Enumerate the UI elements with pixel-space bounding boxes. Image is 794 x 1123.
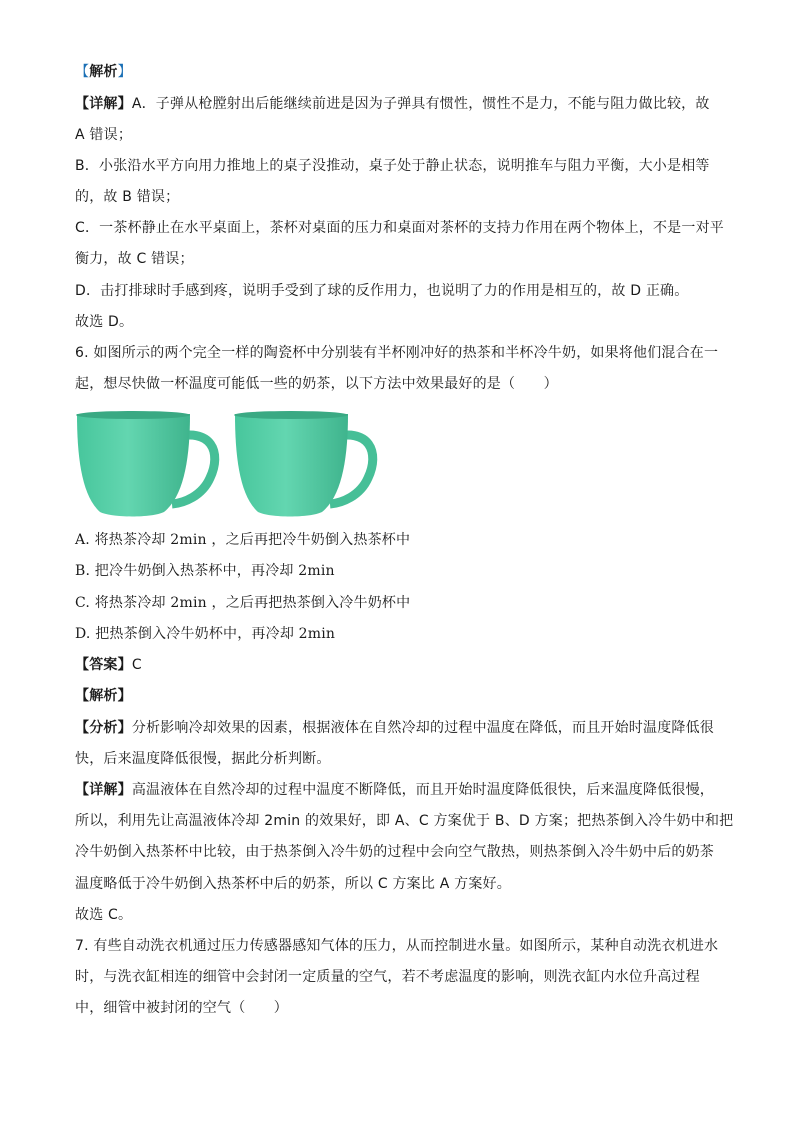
detail-line-5: C．一茶杯静止在水平桌面上，茶杯对桌面的压力和桌面对茶杯的支持力作用在两个物体上，不是一对平 bbox=[75, 220, 724, 236]
q6-analysis-heading: 【解析】 bbox=[75, 688, 132, 704]
q6-detail-line-3: 冷牛奶倒入热茶杯中比较，由于热茶倒入冷牛奶的过程中会向空气散热，则热茶倒入冷牛奶中后的奶茶 bbox=[75, 844, 714, 860]
q6-choose-line: 故选 C。 bbox=[75, 907, 133, 923]
q6-fenxi-line-1: 【分析】分析影响冷却效果的因素，根据液体在自然冷却的过程中温度在降低，而且开始时温度降低很 bbox=[75, 720, 715, 736]
q7-stem-line-3: 中，细管中被封闭的空气（ ） bbox=[75, 1000, 288, 1016]
q7-stem-line-2: 时，与洗衣缸相连的细管中会封闭一定质量的空气，若不考虑温度的影响，则洗衣缸内水位升高过程 bbox=[75, 969, 700, 985]
detail-line-2: A 错误； bbox=[75, 127, 133, 143]
q6-option-b: B. 把冷牛奶倒入热茶杯中，再冷却 2min bbox=[75, 563, 335, 579]
detail-line-6: 衡力，故 C 错误； bbox=[75, 251, 194, 267]
teacup-image-left bbox=[72, 408, 222, 518]
choose-line: 故选 D。 bbox=[75, 314, 134, 330]
detail-line-7: D．击打排球时手感到疼，说明手受到了球的反作用力，也说明了力的作用是相互的，故 D 正确。 bbox=[75, 283, 689, 299]
q6-detail-line-2: 所以，利用先让高温液体冷却 2min 的效果好，即 A、C 方案优于 B、D 方案；把热茶倒入冷牛奶中和把 bbox=[75, 813, 734, 829]
detail-line-3: B．小张沿水平方向用力推地上的桌子没推动，桌子处于静止状态，说明推车与阻力平衡，大小是相等 bbox=[75, 158, 710, 174]
q6-fenxi-line-2: 快，后来温度降低很慢，据此分析判断。 bbox=[75, 751, 331, 767]
detail-line-4: 的，故 B 错误； bbox=[75, 189, 180, 205]
analysis-heading: 【解析】 bbox=[75, 64, 132, 80]
q6-option-c: C. 将热茶冷却 2min ，之后再把热茶倒入冷牛奶杯中 bbox=[75, 595, 411, 611]
detail-line-1: 【详解】A．子弹从枪膛射出后能继续前进是因为子弹具有惯性，惯性不是力，不能与阻力做比较，故 bbox=[75, 96, 710, 112]
q6-stem-line-1: 6. 如图所示的两个完全一样的陶瓷杯中分别装有半杯刚冲好的热茶和半杯冷牛奶，如果将他们混合在一 bbox=[75, 345, 719, 361]
q6-option-d: D. 把热茶倒入冷牛奶杯中，再冷却 2min bbox=[75, 626, 336, 642]
q6-detail-line-4: 温度略低于冷牛奶倒入热茶杯中后的奶茶，所以 C 方案比 A 方案好。 bbox=[75, 876, 511, 892]
teacup-image-right bbox=[230, 408, 380, 518]
q6-detail-line-1: 【详解】高温液体在自然冷却的过程中温度不断降低，而且开始时温度降低很快，后来温度降低很慢， bbox=[75, 782, 715, 798]
q6-answer: 【答案】C bbox=[75, 657, 142, 673]
q7-stem-line-1: 7. 有些自动洗衣机通过压力传感器感知气体的压力，从而控制进水量。如图所示，某种自动洗衣机进水 bbox=[75, 938, 719, 954]
q6-option-a: A. 将热茶冷却 2min ，之后再把冷牛奶倒入热茶杯中 bbox=[75, 532, 411, 548]
q6-stem-line-2: 起，想尽快做一杯温度可能低一些的奶茶，以下方法中效果最好的是（ ） bbox=[75, 376, 558, 392]
